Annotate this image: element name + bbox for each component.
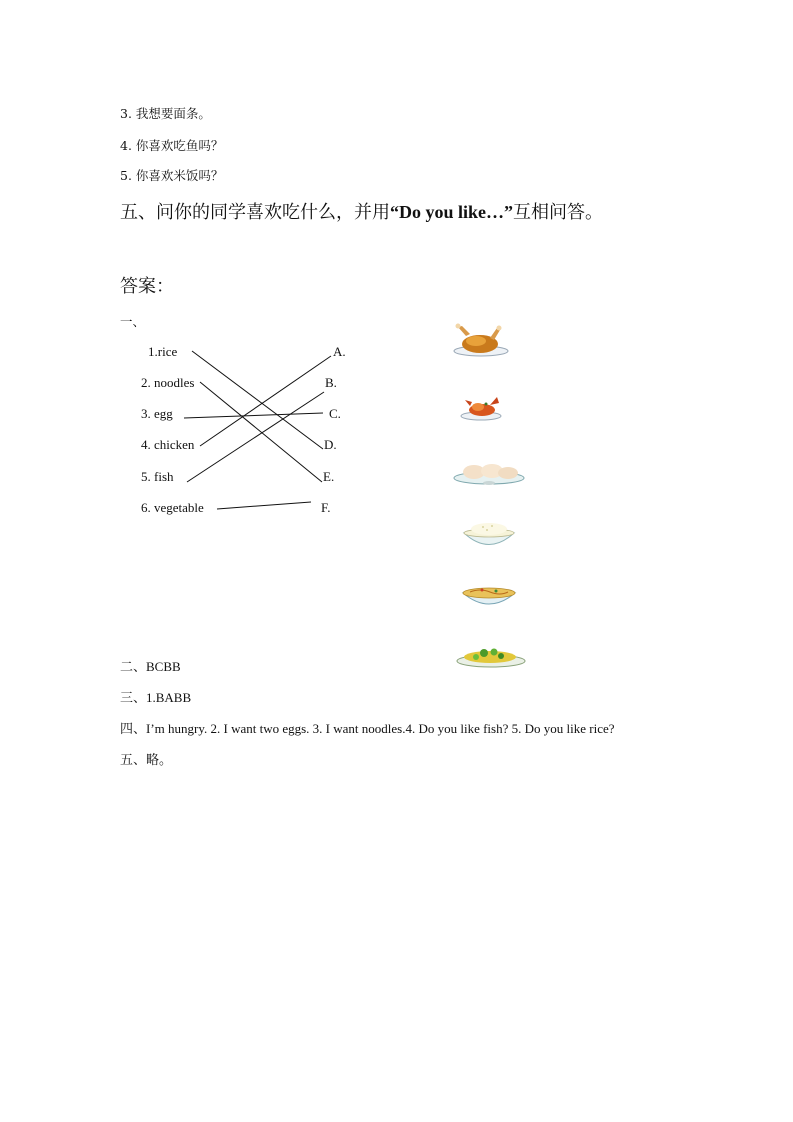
question-5-text: 你喜欢米饭吗？ (135, 168, 224, 183)
match-right-e: E. (323, 469, 335, 484)
roast-chicken-icon (454, 324, 508, 357)
match-line-chicken-a (200, 356, 331, 446)
eggs-plate-icon (454, 464, 524, 485)
section-5-prefix: 五、问你的同学喜欢吃什么，并用 (120, 202, 390, 223)
question-4-text: 你喜欢吃鱼吗？ (135, 138, 224, 153)
answers-title: 答案： (120, 276, 174, 297)
noodles-bowl-icon (463, 588, 515, 604)
part-1-label: 一、 (120, 314, 146, 329)
match-left-rice: 1.rice (148, 344, 178, 359)
match-left-vegetable: 6. vegetable (141, 500, 204, 515)
match-right-b: B. (325, 375, 337, 390)
match-left-egg: 3. egg (141, 406, 173, 421)
answer-part-2: 二、BCBB (120, 659, 181, 674)
question-3-text: 我想要面条。 (135, 106, 211, 121)
match-line-fish-b (187, 392, 324, 482)
section-5-english: “Do you like…” (390, 202, 514, 222)
match-right-a: A. (333, 344, 346, 359)
vegetable-plate-icon (457, 649, 525, 668)
match-line-egg-c (184, 413, 323, 418)
match-line-rice-d (192, 351, 323, 449)
fish-dish-icon (461, 397, 501, 420)
match-right-c: C. (329, 406, 341, 421)
answer-part-5: 五、略。 (120, 752, 173, 767)
question-4-number: 4. (120, 138, 132, 153)
match-line-vegetable-f (217, 502, 311, 509)
section-5-suffix: 互相问答。 (513, 202, 604, 223)
answer-part-3: 三、1.BABB (120, 690, 192, 705)
question-3-number: 3. (120, 106, 132, 121)
match-left-fish: 5. fish (141, 469, 174, 484)
rice-bowl-icon (464, 523, 514, 545)
answer-part-4: 四、I’m hungry. 2. I want two eggs. 3. I want noodles.4. Do you like fish? 5. Do you like rice? (120, 721, 615, 736)
question-5-number: 5. (120, 168, 132, 183)
match-right-d: D. (324, 437, 337, 452)
match-line-noodles-e (200, 382, 322, 482)
match-left-chicken: 4. chicken (141, 437, 195, 452)
match-right-f: F. (321, 500, 331, 515)
match-left-noodles: 2. noodles (141, 375, 195, 390)
